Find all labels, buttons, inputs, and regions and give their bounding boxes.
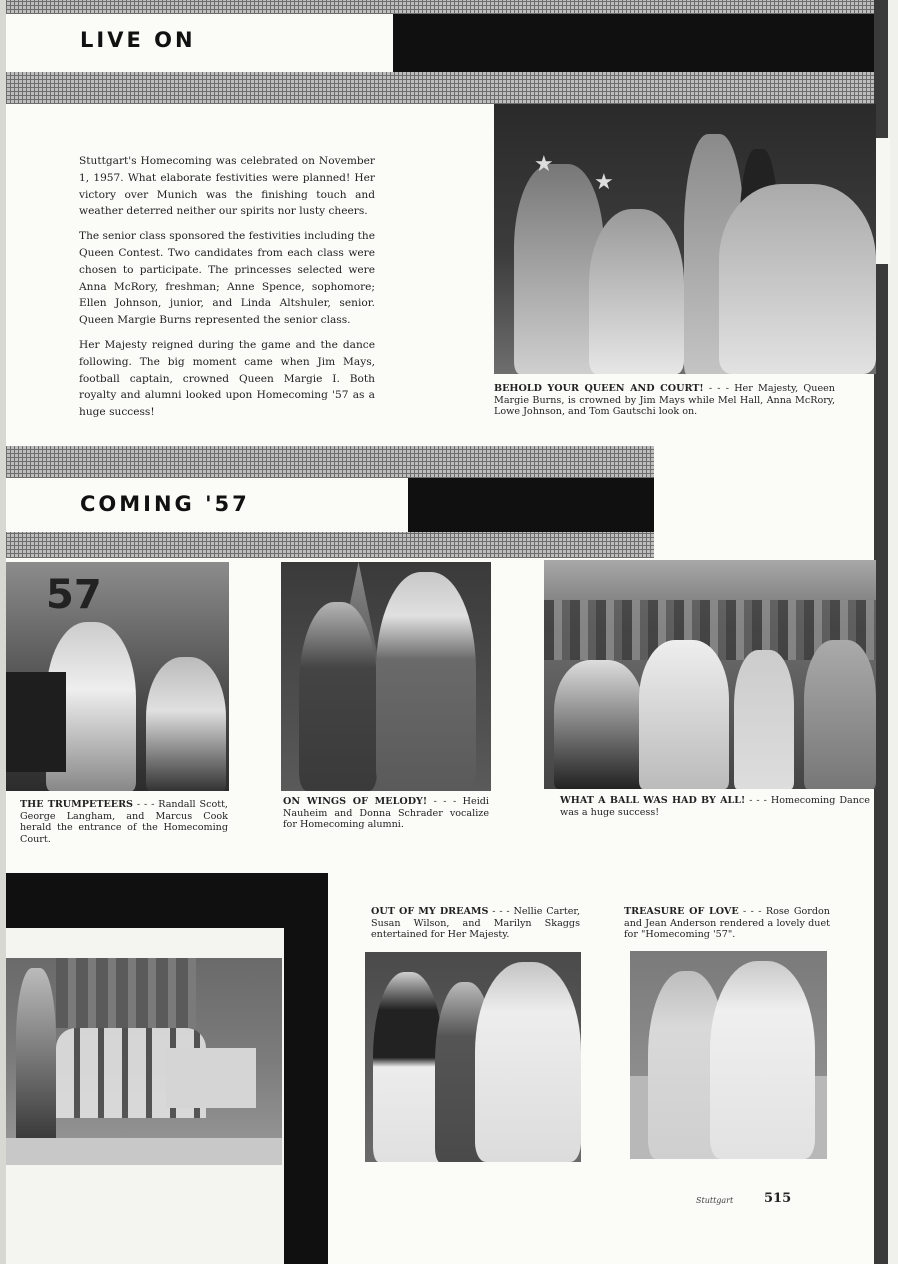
treasure-duet-photo xyxy=(630,951,827,1159)
audience-photo xyxy=(6,958,282,1165)
caption-dreams-text: Nellie Carter, Susan Wilson, and Marilyn Skaggs entertained for Her Majesty. xyxy=(371,906,580,940)
middle-hatch-band-top xyxy=(6,446,654,478)
caption-melody xyxy=(283,796,489,831)
caption-ball xyxy=(560,795,870,818)
header-hatch-band xyxy=(6,72,874,104)
queen-coronation-photo: ★ ★ xyxy=(494,104,876,374)
caption-dreams-title: OUT OF MY DREAMS xyxy=(371,906,489,917)
caption-melody-title: ON WINGS OF MELODY! xyxy=(283,796,428,807)
caption-trumpeteers-text: Randall Scott, George Langham, and Marcus Cook herald the entrance of the Homecoming Court. xyxy=(20,799,228,845)
caption-ball-text: Homecoming Dance was a huge success! xyxy=(560,795,870,818)
caption-dreams xyxy=(371,906,580,941)
trumpeteers-photo: 57 xyxy=(6,562,229,791)
article-paragraph-3: Her Majesty reigned during the game and the dance following. The big moment came when Jim Mays, football captain, crowned Queen Margie I. Both royalty and alumni looked upon Homecoming '57 as a huge success! xyxy=(79,338,375,419)
article-paragraph-2: The senior class sponsored the festivities including the Queen Contest. Two candidates from each class were chosen to participate. The princesses selected were Anna McRory, freshman; Anne Spence, sophomore; Ellen Johnson, junior, and Linda Altshuler, senior. Queen Margie Burns represented the senior class. xyxy=(79,230,375,327)
caption-treasure-sep: - - - xyxy=(738,906,766,917)
caption-dreams-sep: - - - xyxy=(488,906,514,917)
page-title-top: LIVE ON xyxy=(80,28,196,52)
page-title-bottom: COMING '57 xyxy=(80,492,250,516)
caption-melody-text: Heidi Nauheim and Donna Schrader vocalize for Homecoming alumni. xyxy=(283,796,489,830)
article-paragraph-1: Stuttgart's Homecoming was celebrated on November 1, 1957. What elaborate festivities were planned! Her victory over Munich was the finishing touch and weather deterred neither our spirits nor lusty cheers. xyxy=(79,155,375,218)
footer-publication: Stuttgart xyxy=(696,1196,734,1205)
header-black-block xyxy=(393,14,874,72)
middle-hatch-band-bottom xyxy=(6,532,654,558)
caption-treasure xyxy=(624,906,830,941)
article-body xyxy=(79,153,375,429)
caption-treasure-text: Rose Gordon and Jean Anderson rendered a lovely duet for "Homecoming '57". xyxy=(624,906,830,940)
caption-ball-sep: - - - xyxy=(745,795,771,806)
melody-singers-photo xyxy=(281,562,491,791)
page-number: 515 xyxy=(764,1191,792,1206)
caption-queen-text: Her Majesty, Queen Margie Burns, is crowned by Jim Mays while Mel Hall, Anna McRory, Lowe Johnson, and Tom Gautschi look on. xyxy=(494,383,835,417)
caption-trumpeteers xyxy=(20,799,228,845)
caption-treasure-title: TREASURE OF LOVE xyxy=(624,906,739,917)
homecoming-dance-photo xyxy=(544,560,876,789)
caption-melody-sep: - - - xyxy=(427,796,463,807)
top-hatch-strip xyxy=(6,0,874,14)
caption-queen-sep: - - - xyxy=(703,383,735,394)
caption-trumpeteers-sep: - - - xyxy=(132,799,159,810)
middle-black-block xyxy=(408,478,654,532)
dreams-singers-photo xyxy=(365,952,581,1162)
caption-ball-title: WHAT A BALL WAS HAD BY ALL! xyxy=(560,795,746,806)
caption-queen xyxy=(494,383,835,418)
caption-trumpeteers-title: THE TRUMPETEERS xyxy=(20,799,133,810)
caption-queen-title: BEHOLD YOUR QUEEN AND COURT! xyxy=(494,383,704,394)
